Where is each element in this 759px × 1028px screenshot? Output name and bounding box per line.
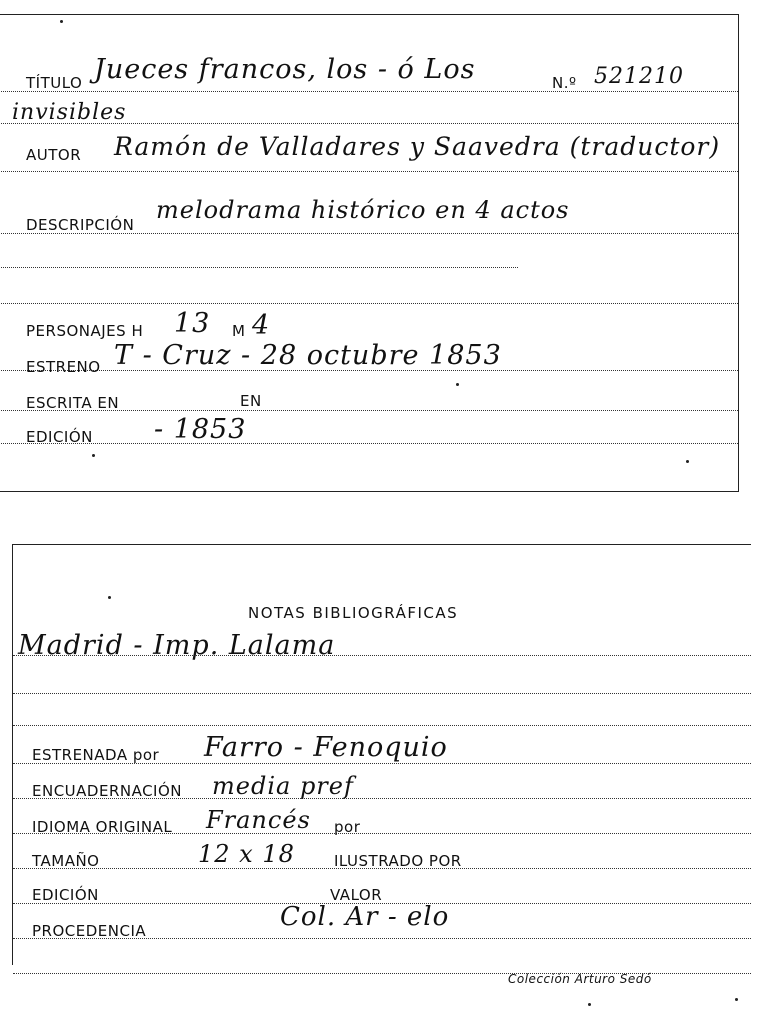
notas-value: Madrid - Imp. Lalama <box>18 630 336 661</box>
tamano-label: TAMAÑO <box>32 852 100 870</box>
idioma-value: Francés <box>206 806 311 834</box>
autor-line <box>0 171 738 172</box>
ilustrado-label: ILUSTRADO POR <box>334 852 462 870</box>
estreno-label: ESTRENO <box>26 358 101 376</box>
blank-line-2 <box>0 303 738 304</box>
por-label: por <box>334 818 361 836</box>
encuadernacion-label: ENCUADERNACIÓN <box>32 782 183 800</box>
edicion-label: EDICIÓN <box>26 428 93 446</box>
personajes-label: PERSONAJES H <box>26 322 144 340</box>
personajes-h-value: 13 <box>174 308 211 339</box>
scan-speck <box>108 596 111 599</box>
personajes-m-label: M <box>232 322 246 340</box>
edicion2-label: EDICIÓN <box>32 886 99 904</box>
notas-line-3 <box>13 725 751 726</box>
procedencia-label: PROCEDENCIA <box>32 922 147 940</box>
en-label: EN <box>240 392 262 410</box>
scan-speck <box>735 998 738 1001</box>
scan-speck <box>60 20 63 23</box>
notas-line-2 <box>13 693 751 694</box>
tamano-value: 12 x 18 <box>198 840 295 868</box>
scan-speck <box>92 454 95 457</box>
scan-speck <box>686 460 689 463</box>
numero-label: N.º <box>552 74 577 92</box>
personajes-m-value: 4 <box>252 310 271 341</box>
titulo-line <box>0 91 738 92</box>
edicion-value: - 1853 <box>154 414 247 445</box>
estrenada-label: ESTRENADA por <box>32 746 160 764</box>
escrita-label: ESCRITA EN <box>26 394 120 412</box>
estrenada-value: Farro - Fenoquio <box>204 732 448 763</box>
procedencia-value: Col. Ar - elo <box>280 902 450 932</box>
scan-speck <box>588 1003 591 1006</box>
autor-value: Ramón de Valladares y Saavedra (traductor) <box>114 132 721 161</box>
descripcion-label: DESCRIPCIÓN <box>26 216 135 234</box>
scan-speck <box>456 383 459 386</box>
coleccion-stamp: Colección Arturo Sedó <box>508 972 652 986</box>
titulo-label: TÍTULO <box>26 74 83 92</box>
descripcion-value: melodrama histórico en 4 actos <box>156 196 570 224</box>
titulo-value: Jueces francos, los - ó Los <box>94 54 476 85</box>
edicion-line <box>0 443 738 444</box>
valor-label: VALOR <box>330 886 383 904</box>
notas-title: NOTAS BIBLIOGRÁFICAS <box>248 604 459 622</box>
encuadernacion-value: media pref <box>212 772 354 800</box>
blank-line-1 <box>0 267 518 268</box>
titulo-cont: invisibles <box>12 100 127 125</box>
estreno-value: T - Cruz - 28 octubre 1853 <box>114 340 502 371</box>
numero-value: 521210 <box>594 64 684 89</box>
idioma-label: IDIOMA ORIGINAL <box>32 818 173 836</box>
autor-label: AUTOR <box>26 146 82 164</box>
